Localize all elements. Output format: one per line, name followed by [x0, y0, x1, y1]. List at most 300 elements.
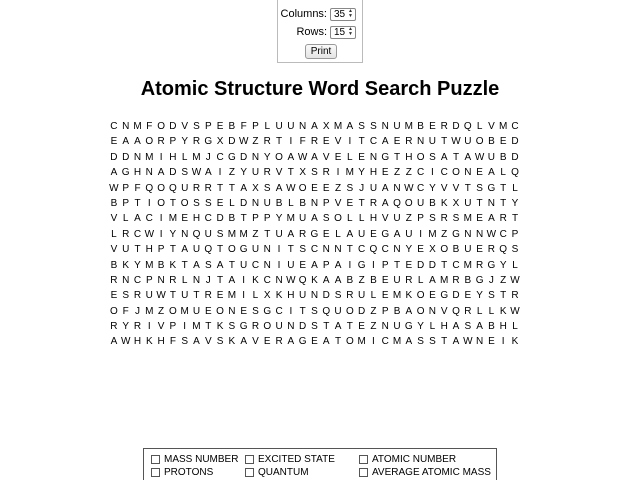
- grid-cell[interactable]: O: [157, 182, 165, 194]
- grid-cell[interactable]: M: [227, 228, 237, 240]
- grid-cell[interactable]: E: [488, 336, 495, 348]
- grid-cell[interactable]: M: [145, 259, 154, 271]
- grid-cell[interactable]: I: [218, 167, 222, 179]
- grid-cell[interactable]: P: [322, 259, 330, 271]
- grid-cell[interactable]: B: [228, 213, 236, 225]
- grid-cell[interactable]: R: [251, 321, 260, 333]
- grid-cell[interactable]: N: [475, 336, 484, 348]
- grid-cell[interactable]: A: [322, 274, 330, 286]
- grid-cell[interactable]: C: [251, 259, 260, 271]
- grid-cell[interactable]: U: [251, 244, 260, 256]
- grid-cell[interactable]: I: [242, 290, 246, 302]
- grid-cell[interactable]: D: [511, 151, 519, 163]
- grid-cell[interactable]: W: [286, 182, 296, 194]
- grid-cell[interactable]: U: [369, 182, 378, 194]
- grid-cell[interactable]: I: [501, 336, 505, 348]
- grid-cell[interactable]: C: [440, 167, 448, 179]
- grid-cell[interactable]: W: [474, 151, 485, 163]
- grid-cell[interactable]: Y: [169, 228, 177, 240]
- grid-cell[interactable]: L: [488, 305, 495, 317]
- grid-cell[interactable]: J: [359, 182, 365, 194]
- grid-cell[interactable]: I: [183, 321, 187, 333]
- grid-cell[interactable]: A: [311, 213, 318, 225]
- grid-cell[interactable]: X: [452, 197, 460, 209]
- grid-cell[interactable]: G: [310, 228, 319, 240]
- grid-cell[interactable]: R: [322, 167, 330, 179]
- grid-cell[interactable]: B: [346, 274, 354, 286]
- grid-cell[interactable]: R: [263, 136, 271, 148]
- grid-cell[interactable]: T: [217, 244, 224, 256]
- grid-cell[interactable]: L: [500, 167, 506, 179]
- grid-cell[interactable]: N: [369, 151, 378, 163]
- grid-cell[interactable]: A: [311, 151, 318, 163]
- grid-cell[interactable]: S: [216, 336, 224, 348]
- grid-cell[interactable]: O: [168, 305, 177, 317]
- grid-cell[interactable]: A: [122, 136, 130, 148]
- grid-cell[interactable]: N: [417, 136, 425, 148]
- grid-cell[interactable]: U: [464, 244, 472, 256]
- grid-cell[interactable]: W: [510, 274, 520, 286]
- grid-cell[interactable]: K: [252, 274, 259, 286]
- grid-cell[interactable]: A: [476, 321, 483, 333]
- grid-cell[interactable]: D: [228, 136, 236, 148]
- grid-cell[interactable]: U: [145, 290, 153, 302]
- grid-cell[interactable]: E: [263, 336, 271, 348]
- grid-cell[interactable]: U: [204, 228, 212, 240]
- grid-cell[interactable]: B: [452, 244, 460, 256]
- grid-cell[interactable]: U: [464, 136, 472, 148]
- grid-cell[interactable]: W: [463, 336, 473, 348]
- grid-cell[interactable]: R: [263, 167, 271, 179]
- grid-cell[interactable]: U: [393, 321, 401, 333]
- grid-cell[interactable]: V: [110, 213, 118, 225]
- grid-cell[interactable]: Z: [334, 182, 342, 194]
- grid-cell[interactable]: F: [240, 121, 247, 132]
- grid-cell[interactable]: N: [263, 259, 271, 271]
- grid-cell[interactable]: A: [381, 182, 389, 194]
- grid-cell[interactable]: T: [181, 259, 188, 271]
- grid-cell[interactable]: M: [286, 213, 296, 225]
- grid-cell[interactable]: M: [357, 336, 366, 348]
- grid-cell[interactable]: U: [299, 290, 307, 302]
- grid-cell[interactable]: T: [464, 182, 471, 194]
- grid-cell[interactable]: T: [205, 321, 212, 333]
- grid-cell[interactable]: I: [277, 259, 281, 271]
- grid-cell[interactable]: S: [122, 290, 130, 302]
- grid-cell[interactable]: T: [441, 259, 448, 271]
- grid-cell[interactable]: U: [122, 244, 130, 256]
- grid-cell[interactable]: U: [417, 197, 425, 209]
- grid-cell[interactable]: T: [393, 259, 401, 271]
- grid-cell[interactable]: E: [476, 213, 483, 225]
- grid-cell[interactable]: O: [157, 197, 165, 209]
- grid-cell[interactable]: N: [275, 274, 283, 286]
- grid-cell[interactable]: U: [358, 290, 366, 302]
- grid-cell[interactable]: R: [440, 121, 448, 132]
- grid-cell[interactable]: M: [345, 167, 354, 179]
- grid-cell[interactable]: T: [193, 290, 200, 302]
- grid-cell[interactable]: A: [488, 213, 495, 225]
- stepper-arrows-icon[interactable]: ▲ ▼: [348, 26, 353, 37]
- grid-cell[interactable]: S: [488, 290, 495, 302]
- grid-cell[interactable]: Y: [134, 259, 141, 271]
- grid-cell[interactable]: R: [499, 213, 507, 225]
- grid-cell[interactable]: S: [311, 167, 318, 179]
- grid-cell[interactable]: O: [416, 151, 425, 163]
- grid-cell[interactable]: W: [286, 274, 296, 286]
- grid-cell[interactable]: T: [169, 197, 176, 209]
- grid-cell[interactable]: N: [122, 274, 130, 286]
- grid-cell[interactable]: Y: [122, 321, 130, 333]
- grid-cell[interactable]: V: [110, 244, 118, 256]
- grid-cell[interactable]: U: [464, 197, 472, 209]
- grid-cell[interactable]: E: [370, 228, 377, 240]
- grid-cell[interactable]: D: [169, 121, 177, 132]
- grid-cell[interactable]: O: [157, 121, 165, 132]
- grid-cell[interactable]: M: [440, 274, 449, 286]
- grid-cell[interactable]: E: [216, 121, 224, 132]
- grid-cell[interactable]: A: [405, 336, 413, 348]
- print-button[interactable]: Print: [305, 44, 337, 59]
- grid-cell[interactable]: H: [287, 290, 295, 302]
- grid-cell[interactable]: O: [440, 244, 449, 256]
- grid-cell[interactable]: N: [393, 244, 401, 256]
- grid-cell[interactable]: R: [192, 182, 201, 194]
- grid-cell[interactable]: C: [369, 136, 378, 148]
- grid-cell[interactable]: B: [488, 321, 495, 333]
- grid-cell[interactable]: K: [169, 259, 177, 271]
- grid-cell[interactable]: O: [145, 136, 154, 148]
- grid-cell[interactable]: N: [251, 197, 260, 209]
- grid-cell[interactable]: B: [499, 151, 507, 163]
- grid-cell[interactable]: A: [393, 228, 401, 240]
- grid-cell[interactable]: A: [440, 151, 448, 163]
- grid-cell[interactable]: A: [181, 244, 189, 256]
- grid-cell[interactable]: T: [240, 213, 247, 225]
- grid-cell[interactable]: D: [358, 305, 366, 317]
- grid-cell[interactable]: B: [157, 259, 165, 271]
- grid-cell[interactable]: N: [299, 121, 307, 132]
- grid-cell[interactable]: E: [476, 167, 483, 179]
- grid-cell[interactable]: P: [252, 121, 259, 132]
- grid-cell[interactable]: B: [393, 305, 401, 317]
- grid-cell[interactable]: S: [204, 197, 212, 209]
- grid-cell[interactable]: R: [369, 197, 378, 209]
- grid-cell[interactable]: K: [275, 290, 283, 302]
- grid-cell[interactable]: Y: [499, 259, 507, 271]
- grid-cell[interactable]: I: [159, 228, 163, 240]
- grid-cell[interactable]: A: [334, 321, 342, 333]
- grid-cell[interactable]: D: [299, 321, 307, 333]
- grid-cell[interactable]: R: [452, 274, 460, 286]
- grid-cell[interactable]: R: [110, 274, 118, 286]
- grid-cell[interactable]: U: [405, 228, 413, 240]
- grid-cell[interactable]: T: [500, 182, 507, 194]
- grid-cell[interactable]: A: [381, 197, 389, 209]
- grid-cell[interactable]: U: [393, 213, 401, 225]
- grid-cell[interactable]: R: [275, 336, 283, 348]
- grid-cell[interactable]: C: [452, 259, 460, 271]
- grid-cell[interactable]: P: [122, 182, 130, 194]
- grid-cell[interactable]: C: [499, 228, 507, 240]
- grid-cell[interactable]: V: [181, 121, 189, 132]
- grid-cell[interactable]: Y: [405, 244, 413, 256]
- grid-cell[interactable]: I: [419, 228, 422, 240]
- grid-cell[interactable]: H: [169, 151, 177, 163]
- grid-cell[interactable]: N: [310, 197, 319, 209]
- grid-cell[interactable]: I: [372, 259, 375, 271]
- grid-cell[interactable]: A: [429, 274, 436, 286]
- grid-cell[interactable]: W: [191, 167, 202, 179]
- grid-cell[interactable]: A: [346, 228, 354, 240]
- grid-cell[interactable]: Z: [370, 321, 377, 333]
- grid-cell[interactable]: F: [146, 121, 153, 132]
- grid-cell[interactable]: D: [110, 151, 118, 163]
- grid-cell[interactable]: X: [429, 244, 436, 256]
- grid-cell[interactable]: P: [263, 213, 271, 225]
- grid-cell[interactable]: D: [511, 136, 519, 148]
- grid-cell[interactable]: G: [227, 151, 236, 163]
- grid-cell[interactable]: B: [417, 121, 424, 132]
- grid-cell[interactable]: U: [263, 197, 271, 209]
- grid-cell[interactable]: E: [216, 290, 224, 302]
- grid-cell[interactable]: O: [416, 290, 425, 302]
- grid-cell[interactable]: N: [122, 121, 130, 132]
- grid-cell[interactable]: T: [217, 182, 224, 194]
- grid-cell[interactable]: T: [393, 151, 401, 163]
- grid-cell[interactable]: M: [227, 290, 237, 302]
- grid-cell[interactable]: M: [392, 336, 402, 348]
- grid-cell[interactable]: W: [144, 228, 155, 240]
- grid-cell[interactable]: E: [358, 151, 365, 163]
- grid-cell[interactable]: S: [511, 244, 519, 256]
- grid-cell[interactable]: E: [346, 197, 354, 209]
- grid-cell[interactable]: F: [299, 136, 306, 148]
- grid-cell[interactable]: E: [204, 305, 212, 317]
- grid-cell[interactable]: G: [239, 244, 248, 256]
- grid-cell[interactable]: W: [238, 136, 249, 148]
- grid-cell[interactable]: O: [345, 305, 354, 317]
- grid-cell[interactable]: I: [348, 259, 352, 271]
- grid-cell[interactable]: L: [512, 182, 518, 194]
- grid-cell[interactable]: Z: [405, 213, 412, 225]
- grid-cell[interactable]: R: [110, 321, 118, 333]
- grid-cell[interactable]: E: [110, 290, 118, 302]
- grid-cell[interactable]: G: [440, 290, 449, 302]
- grid-cell[interactable]: E: [393, 136, 401, 148]
- grid-cell[interactable]: S: [193, 197, 200, 209]
- grid-cell[interactable]: Q: [204, 244, 213, 256]
- word-checkbox[interactable]: [151, 455, 160, 464]
- grid-cell[interactable]: A: [110, 167, 118, 179]
- grid-cell[interactable]: J: [488, 274, 494, 286]
- columns-stepper[interactable]: [330, 8, 356, 21]
- grid-cell[interactable]: U: [275, 321, 283, 333]
- grid-cell[interactable]: Y: [429, 182, 436, 194]
- grid-cell[interactable]: P: [252, 213, 259, 225]
- grid-cell[interactable]: L: [252, 290, 259, 302]
- grid-cell[interactable]: K: [405, 290, 413, 302]
- grid-cell[interactable]: Z: [441, 228, 448, 240]
- grid-cell[interactable]: L: [288, 197, 294, 209]
- grid-cell[interactable]: H: [369, 167, 378, 179]
- grid-cell[interactable]: M: [333, 121, 343, 132]
- grid-cell[interactable]: T: [134, 197, 141, 209]
- grid-cell[interactable]: U: [181, 182, 189, 194]
- word-checkbox[interactable]: [245, 455, 254, 464]
- grid-cell[interactable]: K: [511, 336, 519, 348]
- grid-cell[interactable]: A: [134, 136, 141, 148]
- grid-cell[interactable]: U: [393, 274, 401, 286]
- grid-cell[interactable]: V: [252, 336, 259, 348]
- grid-cell[interactable]: V: [275, 167, 283, 179]
- grid-cell[interactable]: B: [429, 197, 436, 209]
- grid-cell[interactable]: T: [358, 197, 365, 209]
- grid-cell[interactable]: E: [476, 244, 483, 256]
- grid-cell[interactable]: R: [192, 136, 201, 148]
- grid-cell[interactable]: D: [216, 213, 224, 225]
- grid-cell[interactable]: D: [452, 290, 460, 302]
- grid-cell[interactable]: M: [145, 151, 154, 163]
- grid-cell[interactable]: S: [334, 290, 342, 302]
- grid-cell[interactable]: P: [322, 197, 330, 209]
- grid-cell[interactable]: M: [404, 121, 413, 132]
- grid-cell[interactable]: Z: [252, 228, 259, 240]
- grid-cell[interactable]: W: [109, 182, 119, 194]
- grid-cell[interactable]: W: [297, 151, 308, 163]
- grid-cell[interactable]: G: [357, 259, 366, 271]
- grid-cell[interactable]: S: [252, 305, 259, 317]
- grid-cell[interactable]: I: [277, 244, 281, 256]
- grid-cell[interactable]: D: [452, 121, 460, 132]
- grid-cell[interactable]: F: [134, 182, 141, 194]
- grid-cell[interactable]: E: [358, 321, 365, 333]
- grid-cell[interactable]: M: [463, 213, 472, 225]
- grid-cell[interactable]: P: [511, 228, 519, 240]
- grid-cell[interactable]: T: [264, 228, 271, 240]
- grid-cell[interactable]: K: [145, 336, 153, 348]
- grid-cell[interactable]: C: [358, 244, 366, 256]
- grid-cell[interactable]: X: [252, 182, 259, 194]
- grid-cell[interactable]: T: [358, 136, 365, 148]
- word-checkbox[interactable]: [359, 455, 368, 464]
- grid-cell[interactable]: C: [511, 121, 519, 132]
- grid-cell[interactable]: N: [464, 228, 472, 240]
- grid-cell[interactable]: C: [263, 274, 271, 286]
- grid-cell[interactable]: A: [464, 151, 472, 163]
- grid-cell[interactable]: O: [334, 213, 342, 225]
- grid-cell[interactable]: T: [334, 336, 342, 348]
- grid-cell[interactable]: O: [110, 305, 118, 317]
- grid-cell[interactable]: U: [299, 213, 307, 225]
- grid-cell[interactable]: R: [204, 290, 212, 302]
- grid-cell[interactable]: T: [511, 213, 519, 225]
- grid-cell[interactable]: G: [381, 151, 390, 163]
- grid-cell[interactable]: O: [263, 321, 272, 333]
- grid-cell[interactable]: M: [180, 305, 189, 317]
- grid-cell[interactable]: U: [240, 259, 248, 271]
- grid-cell[interactable]: E: [216, 197, 224, 209]
- grid-cell[interactable]: T: [276, 136, 283, 148]
- grid-cell[interactable]: P: [204, 121, 212, 132]
- grid-cell[interactable]: R: [122, 228, 130, 240]
- grid-cell[interactable]: H: [145, 244, 153, 256]
- grid-cell[interactable]: Q: [168, 182, 177, 194]
- grid-cell[interactable]: M: [499, 121, 508, 132]
- grid-cell[interactable]: A: [193, 336, 200, 348]
- grid-cell[interactable]: V: [381, 213, 389, 225]
- grid-cell[interactable]: A: [228, 274, 236, 286]
- grid-cell[interactable]: S: [228, 321, 236, 333]
- grid-cell[interactable]: E: [405, 259, 413, 271]
- grid-cell[interactable]: A: [240, 182, 247, 194]
- stepper-arrows-icon[interactable]: ▲ ▼: [348, 8, 353, 19]
- grid-cell[interactable]: R: [204, 182, 212, 194]
- grid-cell[interactable]: S: [429, 336, 436, 348]
- grid-cell[interactable]: O: [275, 151, 283, 163]
- grid-cell[interactable]: T: [452, 151, 460, 163]
- grid-cell[interactable]: S: [464, 321, 472, 333]
- grid-cell[interactable]: G: [381, 228, 390, 240]
- grid-cell[interactable]: O: [227, 244, 236, 256]
- grid-cell[interactable]: A: [287, 336, 295, 348]
- grid-cell[interactable]: E: [429, 121, 436, 132]
- grid-cell[interactable]: L: [512, 321, 518, 333]
- grid-cell[interactable]: H: [440, 321, 448, 333]
- grid-cell[interactable]: N: [287, 321, 295, 333]
- grid-cell[interactable]: R: [346, 290, 354, 302]
- grid-cell[interactable]: M: [145, 305, 154, 317]
- grid-cell[interactable]: L: [476, 121, 483, 132]
- grid-cell[interactable]: I: [289, 136, 293, 148]
- grid-cell[interactable]: O: [452, 167, 460, 179]
- grid-cell[interactable]: E: [311, 182, 318, 194]
- grid-cell[interactable]: M: [168, 213, 178, 225]
- grid-cell[interactable]: I: [372, 336, 375, 348]
- grid-cell[interactable]: S: [476, 182, 483, 194]
- grid-cell[interactable]: C: [204, 213, 212, 225]
- grid-cell[interactable]: V: [322, 151, 330, 163]
- grid-cell[interactable]: D: [428, 259, 437, 271]
- grid-cell[interactable]: N: [475, 228, 484, 240]
- grid-cell[interactable]: T: [500, 197, 507, 209]
- grid-cell[interactable]: I: [348, 136, 352, 148]
- grid-cell[interactable]: L: [335, 228, 341, 240]
- grid-cell[interactable]: Q: [298, 274, 307, 286]
- grid-cell[interactable]: Q: [452, 305, 460, 317]
- grid-cell[interactable]: U: [428, 136, 437, 148]
- grid-cell[interactable]: S: [299, 244, 306, 256]
- grid-cell[interactable]: X: [299, 167, 306, 179]
- grid-cell[interactable]: R: [405, 274, 413, 286]
- grid-cell[interactable]: Z: [358, 274, 365, 286]
- grid-cell[interactable]: Z: [500, 274, 507, 286]
- grid-cell[interactable]: I: [147, 197, 151, 209]
- grid-cell[interactable]: A: [193, 259, 200, 271]
- grid-cell[interactable]: G: [239, 321, 248, 333]
- grid-cell[interactable]: C: [275, 305, 283, 317]
- grid-cell[interactable]: V: [157, 321, 165, 333]
- grid-cell[interactable]: L: [347, 213, 353, 225]
- grid-cell[interactable]: G: [298, 336, 307, 348]
- grid-cell[interactable]: B: [464, 274, 472, 286]
- grid-cell[interactable]: U: [358, 228, 366, 240]
- grid-cell[interactable]: G: [487, 259, 496, 271]
- grid-cell[interactable]: V: [452, 182, 460, 194]
- grid-cell[interactable]: U: [334, 305, 342, 317]
- grid-cell[interactable]: X: [322, 121, 330, 132]
- grid-cell[interactable]: T: [228, 259, 235, 271]
